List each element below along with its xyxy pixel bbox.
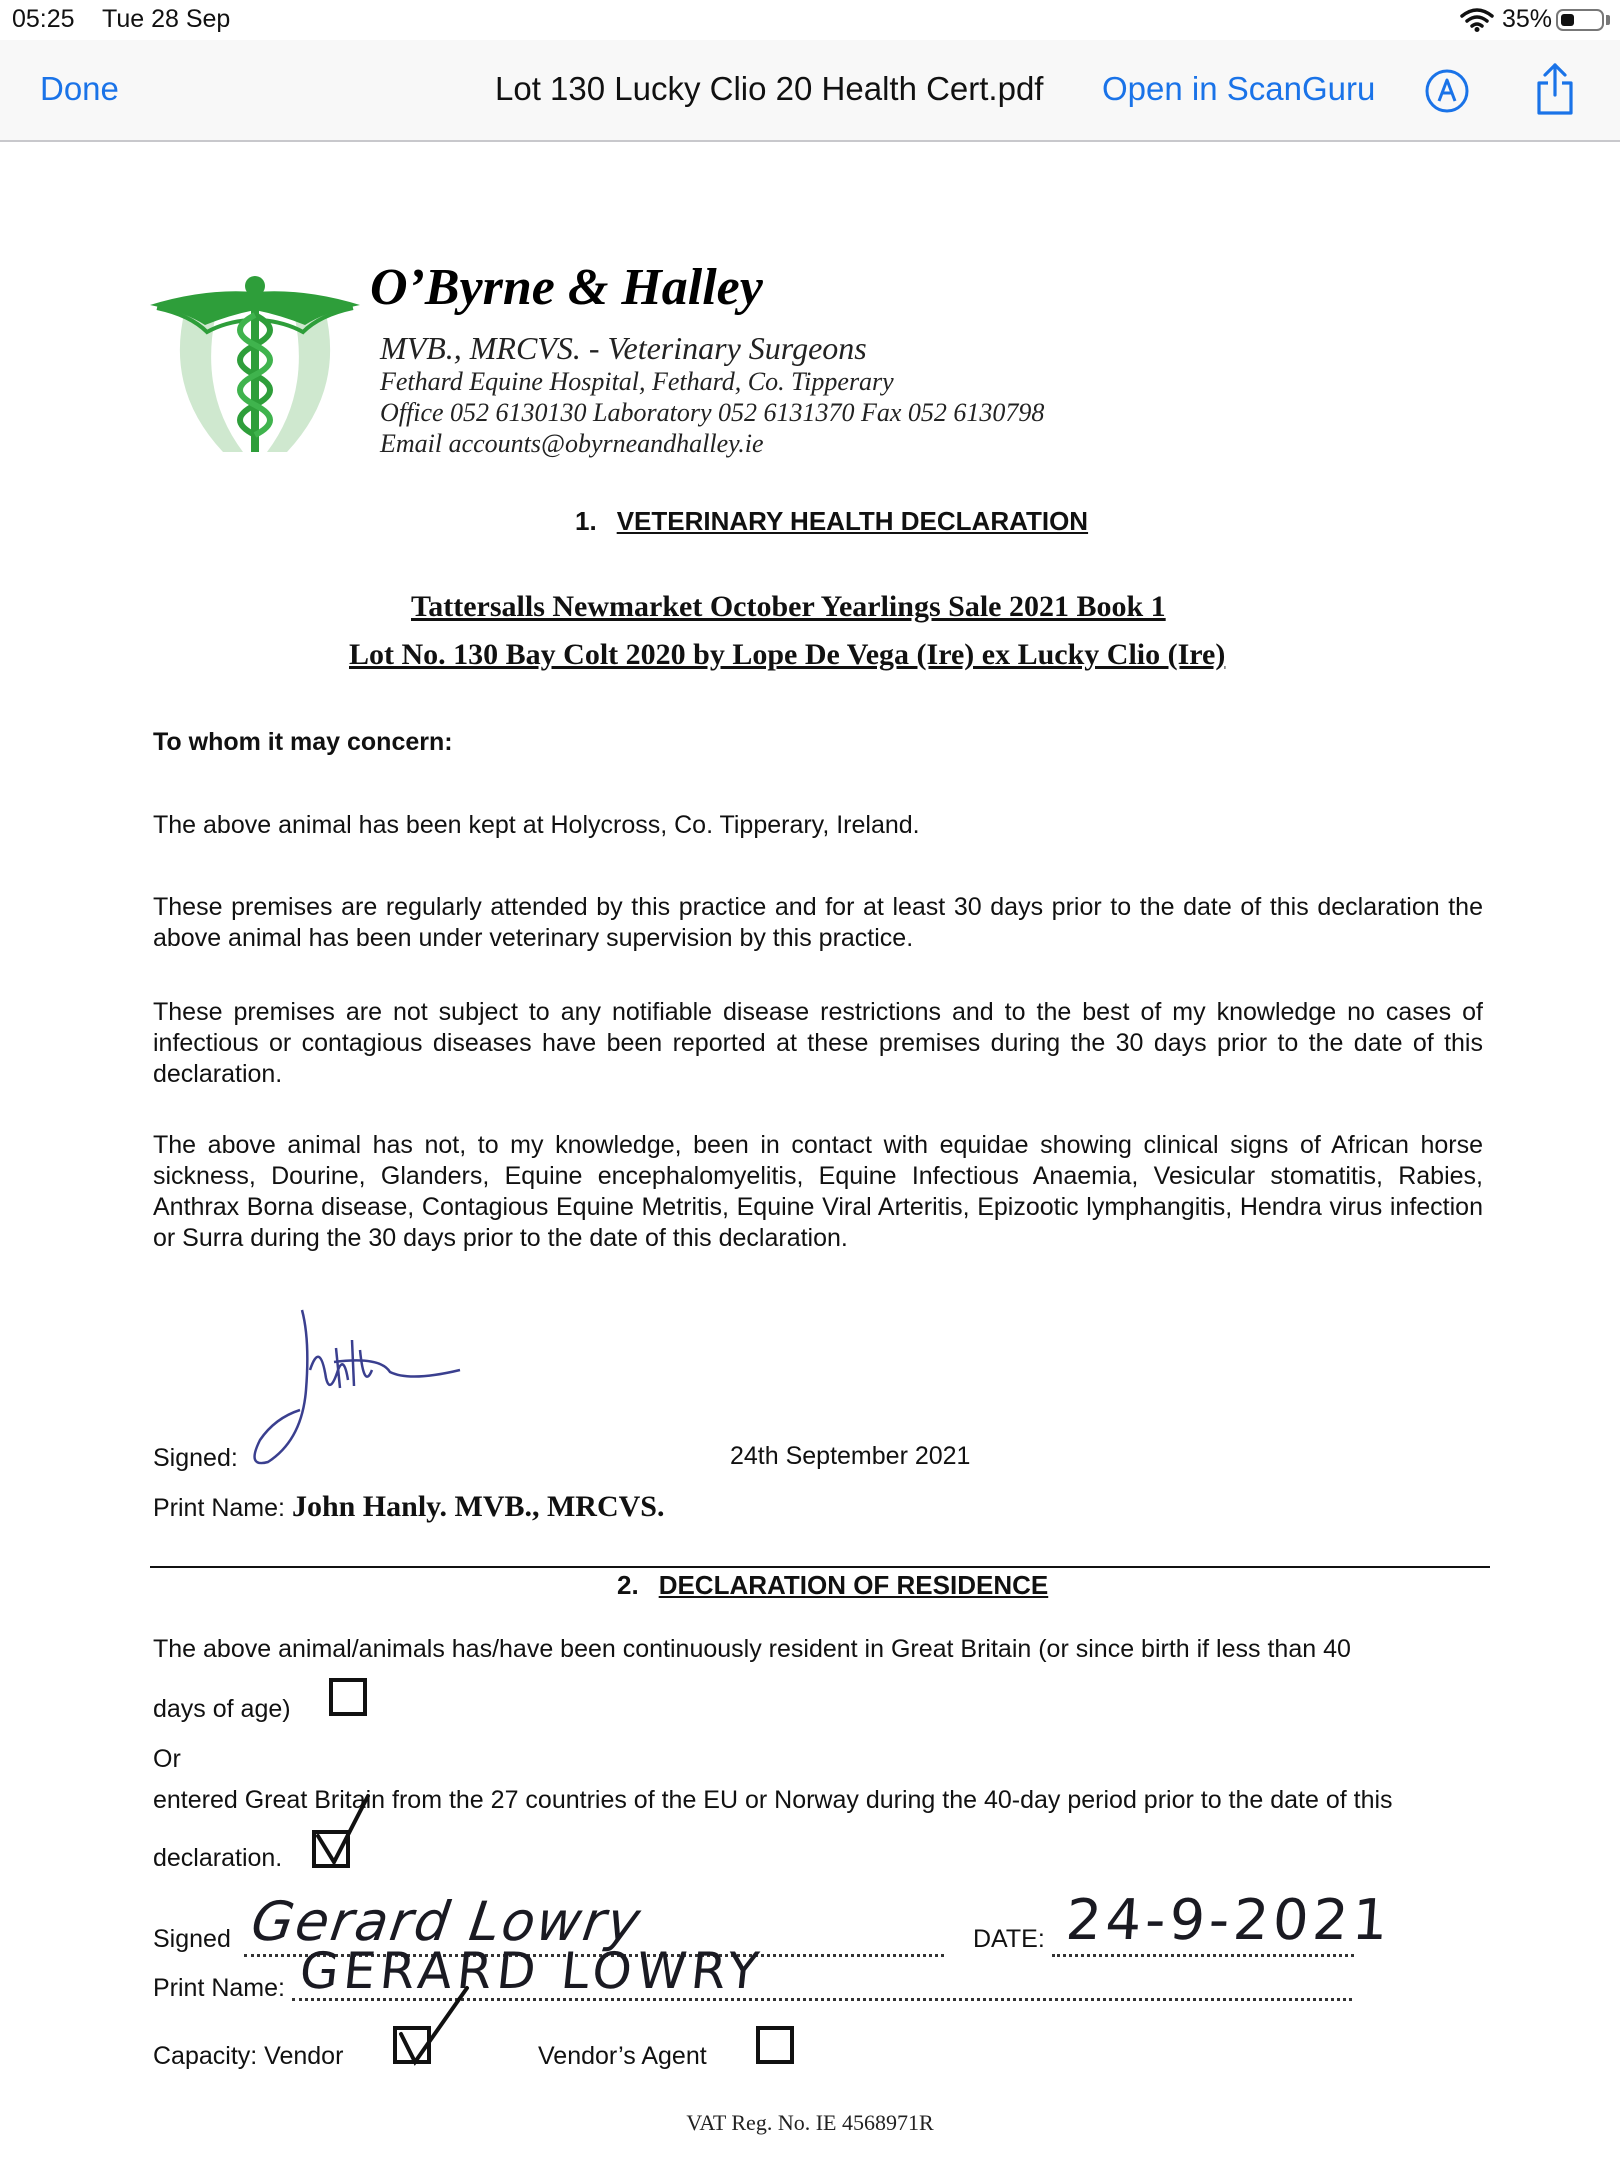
- section2-number: 2.: [617, 1570, 639, 1600]
- firm-qualifications: MVB., MRCVS. - Veterinary Surgeons: [380, 330, 867, 366]
- section-divider: [150, 1566, 1490, 1568]
- date-dotted-line: [1052, 1954, 1354, 1957]
- document-title: Lot 130 Lucky Clio 20 Health Cert.pdf: [495, 70, 1044, 107]
- handwritten-print-name: GERARD LOWRY: [296, 1942, 767, 2000]
- vet-signed-date: 24th September 2021: [730, 1442, 971, 1470]
- share-icon[interactable]: [1534, 62, 1576, 116]
- vendor-print-label: Print Name:: [153, 1974, 285, 2002]
- resident-statement-end: days of age): [153, 1695, 291, 1723]
- greeting: To whom it may concern:: [153, 728, 453, 756]
- date-label: DATE:: [973, 1925, 1045, 1953]
- firm-phones: Office 052 6130130 Laboratory 052 6131370 Fax 052 6130798: [380, 398, 1045, 427]
- paragraph-kept-at: The above animal has been kept at Holycross, Co. Tipperary, Ireland.: [153, 811, 920, 839]
- status-time: 05:25: [12, 5, 75, 33]
- vat-footer: VAT Reg. No. IE 4568971R: [686, 2110, 934, 2135]
- firm-email: Email accounts@obyrneandhalley.ie: [380, 429, 764, 458]
- entered-tick-mark: [312, 1792, 372, 1872]
- paragraph-no-restrictions: These premises are not subject to any notifiable disease restrictions and to the best of my knowledge no cases of infectious or contagious diseases have been reported at these premises during the 30 days prior to the date of this declaration.: [153, 998, 1483, 1088]
- vet-signed-label: Signed:: [153, 1444, 238, 1472]
- vet-signature: [240, 1300, 470, 1470]
- vendor-tick-mark: [393, 1982, 473, 2072]
- battery-percent: 35%: [1502, 5, 1553, 33]
- caduceus-horseshoe-logo: [145, 270, 365, 460]
- battery-level: [1561, 14, 1574, 26]
- sale-title: Tattersalls Newmarket October Yearlings Sale 2021 Book 1: [411, 590, 1166, 623]
- or-label: Or: [153, 1745, 181, 1773]
- vendors-agent-label: Vendor’s Agent: [538, 2042, 707, 2070]
- done-button[interactable]: Done: [40, 70, 119, 107]
- section2-title: DECLARATION OF RESIDENCE: [658, 1570, 1049, 1600]
- entered-statement: entered Great Britain from the 27 countries of the EU or Norway during the 40-day period prior to the date of this: [153, 1786, 1393, 1814]
- firm-name: O’Byrne & Halley: [370, 259, 763, 316]
- section1-heading: [575, 506, 1088, 537]
- lot-title: Lot No. 130 Bay Colt 2020 by Lope De Vega (Ire) ex Lucky Clio (Ire): [349, 638, 1226, 671]
- firm-address: Fethard Equine Hospital, Fethard, Co. Tipperary: [380, 367, 894, 396]
- handwritten-date: 24-9-2021: [1063, 1888, 1395, 1953]
- status-date: Tue 28 Sep: [102, 5, 231, 33]
- wifi-icon: [1460, 8, 1494, 32]
- vendor-signature: Gerard Lowry: [247, 1890, 646, 1953]
- pdf-page[interactable]: [0, 142, 1620, 2160]
- status-bar: [0, 0, 1620, 40]
- open-in-scanguru-button[interactable]: Open in ScanGuru: [1102, 70, 1376, 107]
- vendor-signed-label: Signed: [153, 1925, 231, 1953]
- entered-statement-end: declaration.: [153, 1844, 283, 1872]
- vet-print-name-row: [153, 1490, 665, 1524]
- section1-number: 1.: [575, 506, 597, 536]
- paragraph-supervision: These premises are regularly attended by this practice and for at least 30 days prior to the date of this declaration the above animal has been under veterinary supervision by this practice.: [153, 893, 1483, 952]
- resident-statement: The above animal/animals has/have been continuously resident in Great Britain (or since birth if less than 40: [153, 1635, 1351, 1663]
- capacity-vendor-label: Capacity: Vendor: [153, 2042, 344, 2070]
- vet-print-name: John Hanly. MVB., MRCVS.: [291, 1490, 665, 1523]
- vet-print-label: Print Name:: [153, 1494, 285, 1522]
- battery-icon: [1556, 9, 1604, 31]
- resident-checkbox[interactable]: [329, 1678, 367, 1716]
- battery-cap: [1606, 15, 1610, 25]
- markup-pen-icon[interactable]: [1424, 68, 1470, 114]
- vendors-agent-checkbox[interactable]: [756, 2026, 794, 2064]
- section1-title: VETERINARY HEALTH DECLARATION: [616, 506, 1089, 536]
- paragraph-no-contact: The above animal has not, to my knowledge, been in contact with equidae showing clinical signs of African horse sickness, Dourine, Glanders, Equine encephalomyelitis, Equine Infectious Anaemia, Vesicular stomatitis, Rabies, Anthrax Borna disease, Contagious Equine Metritis, Equine Viral Arteritis, Epizootic lymphangitis, Hendra virus infection or Surra during the 30 days prior to the date of this declaration.: [153, 1131, 1483, 1252]
- section2-heading: [617, 1570, 1048, 1601]
- navigation-bar: [0, 40, 1620, 142]
